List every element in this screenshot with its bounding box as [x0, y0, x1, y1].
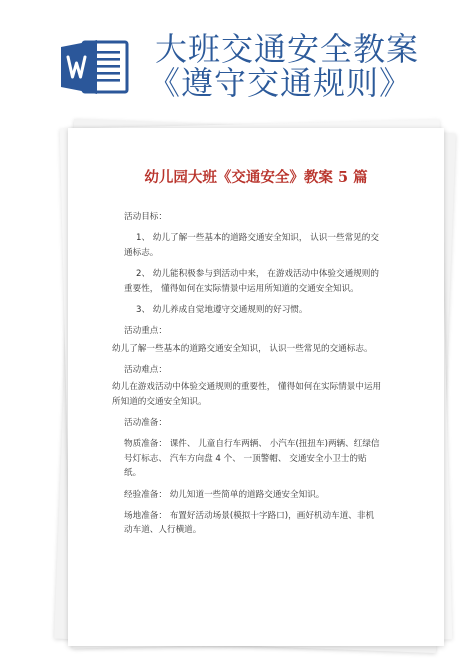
- paragraph: 幼儿了解一些基本的道路交通安全知识， 认识一些常见的交通标志。: [112, 343, 373, 354]
- section-heading: 活动重点：: [124, 325, 167, 336]
- word-document-icon: [59, 38, 137, 96]
- paragraph: 幼儿在游戏活动中体验交通规则的重要性， 懂得如何在实际情景中运用所知道的交通安全知识。: [112, 382, 382, 407]
- section-heading: 活动准备：: [124, 418, 167, 429]
- list-item: 2、 幼儿能积极参与到活动中来， 在游戏活动中体验交通规则的重要性， 懂得如何在实际情景中运用所知道的交通安全知识。: [124, 268, 379, 294]
- paragraph: 物质准备： 课件、 儿童自行车两辆、 小汽车(扭扭车)两辆、红绿信号灯标志、 汽车方向盘 4 个、 一顶警帽、 交通安全小卫士的贴纸。: [124, 439, 380, 479]
- top-banner: [0, 0, 474, 112]
- document-page: [68, 128, 444, 646]
- banner-subtitle: 《遵守交通规则》: [148, 64, 413, 102]
- paragraph: 经验准备： 幼儿知道一些简单的道路交通安全知识。: [124, 489, 325, 500]
- banner-title: 大班交通安全教案: [155, 30, 420, 68]
- paragraph: 场地准备： 布置好活动场景(模拟十字路口)，画好机动车道、非机动车道、人行横道。: [124, 510, 375, 536]
- list-item: 3、 幼儿养成自觉地遵守交通规则的好习惯。: [136, 304, 308, 315]
- list-item: 1、 幼儿了解一些基本的道路交通安全知识， 认识一些常见的交通标志。: [124, 233, 379, 258]
- section-heading: 活动难点：: [124, 364, 167, 375]
- section-heading: 活动目标：: [124, 212, 167, 222]
- document-body: [112, 210, 382, 545]
- document-title: 幼儿园大班《交通安全》教案 5 篇: [144, 169, 368, 186]
- document-preview: [62, 122, 448, 652]
